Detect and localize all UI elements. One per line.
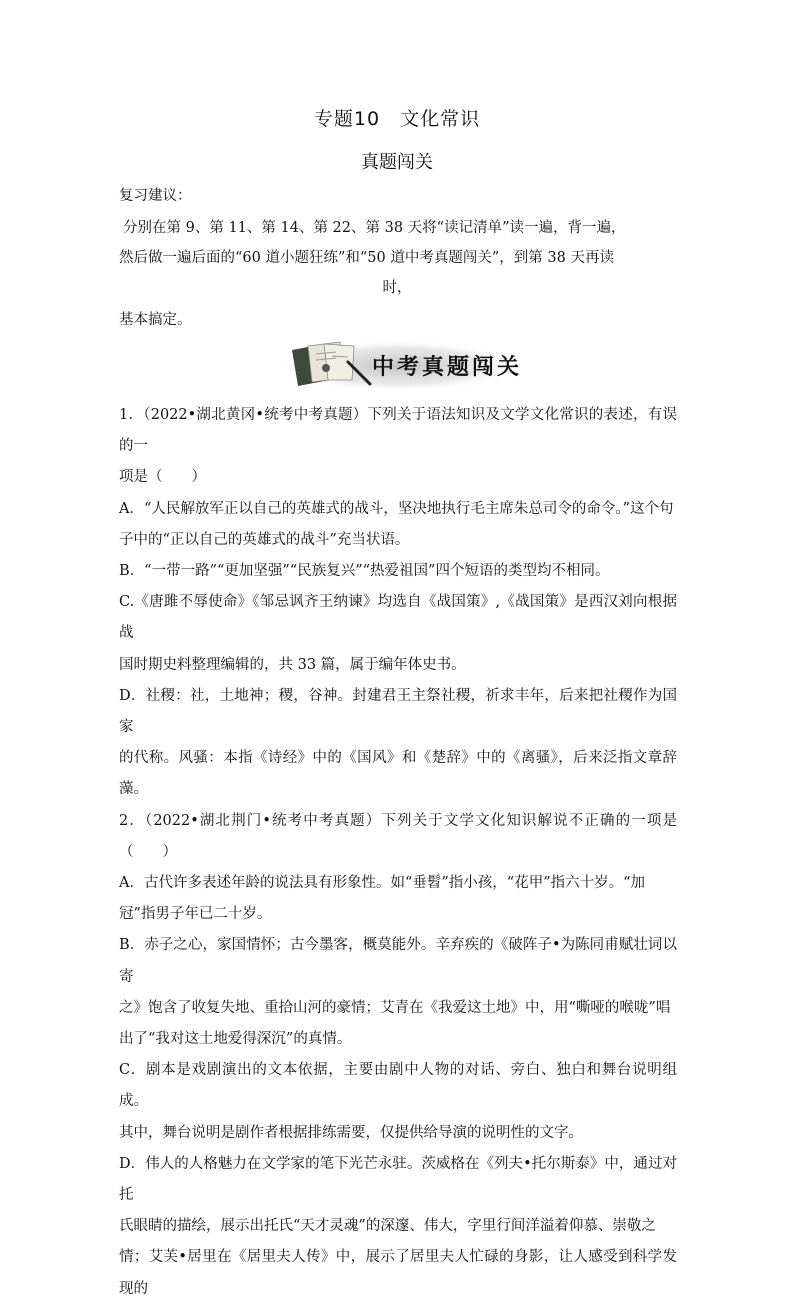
- advice-text: [119, 213, 675, 303]
- advice-line: 时，: [382, 280, 412, 296]
- option-line: C.《唐雎不辱使命》《邹忌讽齐王纳谏》均选自《战国策》,《战国策》是西汉刘向根据战: [119, 594, 677, 642]
- option-line: A．“人民解放军正以自己的英雄式的战斗，坚决地执行毛主席朱总司令的命令。”这个句: [119, 500, 674, 517]
- option-line: 氏眼睛的描绘，展示出托氏“天才灵魂”的深邃、伟大，字里行间洋溢着仰慕、崇敬之: [119, 1218, 656, 1235]
- page-subtitle: 真题闯关: [361, 152, 433, 173]
- advice-label: 复习建议：: [119, 188, 192, 204]
- question-stem: 1．（2022•湖北黄冈•统考中考真题）下列关于语法知识及文学文化常识的表述，有误的一: [119, 407, 677, 455]
- advice-line: 然后做一遍后面的“60 道小题狂练”和“50 道中考真题闯关”，到第 38 天再读: [119, 250, 614, 266]
- option-line: 出了“我对这土地爱得深沉”的真情。: [119, 1031, 352, 1048]
- option-line: 之》饱含了收复失地、重拾山河的豪情；艾青在《我爱这土地》中，用“嘶哑的喉咙”唱: [119, 999, 671, 1016]
- option-line: B．赤子之心，家国情怀；古今墨客，概莫能外。辛弃疾的《破阵子•为陈同甫赋壮词以寄: [119, 937, 677, 985]
- option-line: 子中的“正以自己的英雄式的战斗”充当状语。: [119, 531, 410, 548]
- option-line: C．剧本是戏剧演出的文本依据，主要由剧中人物的对话、旁白、独白和舞台说明组成。: [119, 1062, 677, 1110]
- option-line: 其中，舞台说明是剧作者根据排练需要，仅提供给导演的说明性的文字。: [119, 1124, 583, 1141]
- page-title: 专题10 文化常识: [313, 108, 481, 130]
- question-list: [119, 400, 677, 1305]
- advice-line: 分别在第 9、第 11、第 14、第 22、第 38 天将“读记清单”读一遍，背一遍，: [123, 220, 626, 236]
- option-line: 情；艾芙•居里在《居里夫人传》中，展示了居里夫人忙碌的身影，让人感受到科学发现的: [119, 1249, 677, 1297]
- option-line: B．“一带一路”“更加坚强”“民族复兴”“热爱祖国”四个短语的类型均不相同。: [119, 563, 610, 580]
- option-line: 的代称。风骚：本指《诗经》中的《国风》和《楚辞》中的《离骚》，后来泛指文章辞藻。: [119, 750, 677, 798]
- advice-line: 基本搞定。: [119, 312, 192, 328]
- option-line: 冠”指男子年已二十岁。: [119, 906, 272, 923]
- option-line: 国时期史料整理编辑的，共 33 篇，属于编年体史书。: [119, 656, 466, 673]
- option-line: D．伟人的人格魅力在文学家的笔下光芒永驻。茨威格在《列夫•托尔斯泰》中，通过对托: [119, 1155, 677, 1204]
- banner-title: 中考真题闯关: [372, 354, 523, 380]
- question-stem: 2．（2022•湖北荆门•统考中考真题）下列关于文学文化知识解说不正确的一项是（ ）: [119, 812, 677, 860]
- question-stem: 项是（ ）: [119, 469, 206, 486]
- option-line: A．古代许多表述年龄的说法具有形象性。如“垂髫”指小孩，“花甲”指六十岁。“加: [119, 875, 646, 892]
- option-line: D．社稷：社，土地神；稷，谷神。封建君王主祭社稷，祈求丰年，后来把社稷作为国家: [119, 687, 677, 736]
